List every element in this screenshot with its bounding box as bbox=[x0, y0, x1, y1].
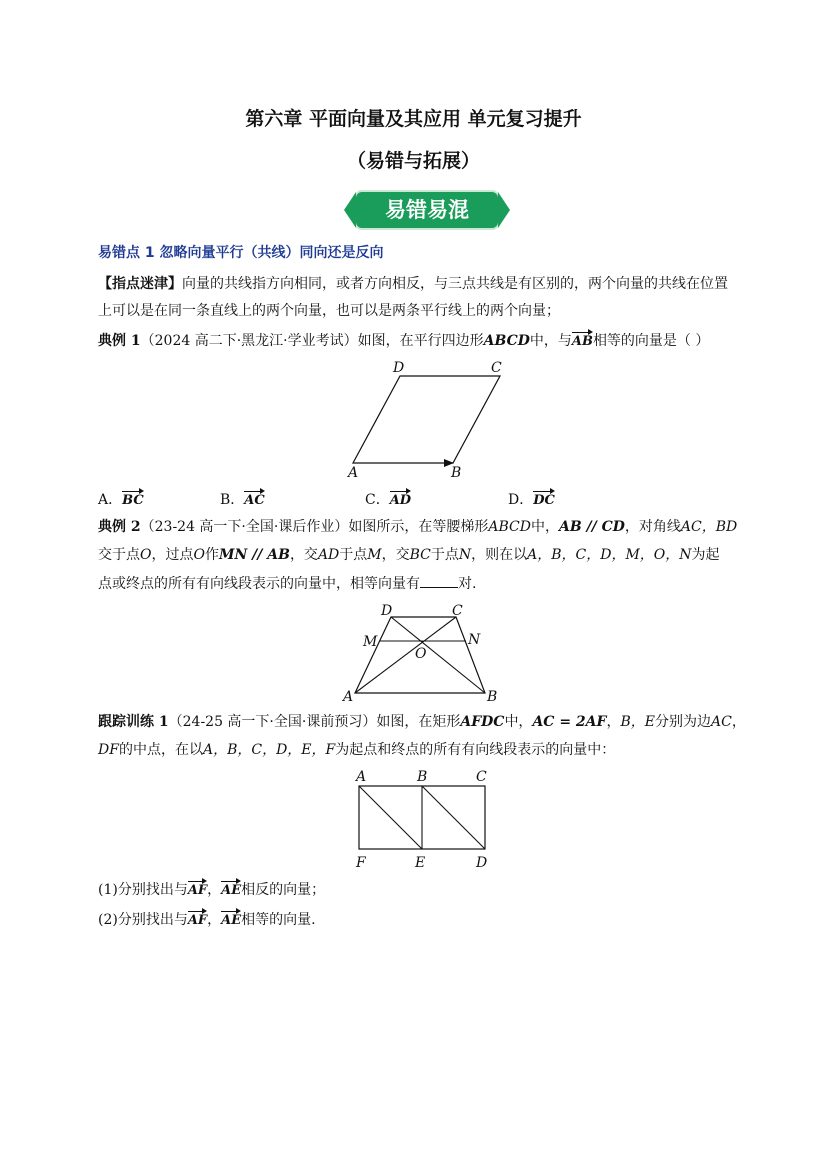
example-2-text: ，则在以 bbox=[471, 547, 528, 563]
example-2-text: 交于点 bbox=[98, 547, 140, 563]
vector-af: AF bbox=[188, 910, 207, 928]
example-2-point: O bbox=[140, 547, 152, 563]
example-2-text: 于点 bbox=[430, 547, 459, 563]
label-c: C bbox=[452, 603, 463, 619]
example-2-text: 中， bbox=[530, 519, 559, 535]
training-1-shape: AFDC bbox=[460, 714, 505, 730]
training-1-points: A，B，C，D，E，F bbox=[202, 742, 336, 758]
example-1-label: 典例 1 bbox=[98, 333, 141, 349]
training-1-line-2 bbox=[98, 740, 778, 760]
tip-label: 【指点迷津】 bbox=[98, 276, 182, 292]
parallelogram-shape bbox=[353, 376, 500, 463]
example-2-parallel: AB // CD bbox=[558, 519, 625, 535]
label-e: E bbox=[415, 855, 426, 871]
example-2-diagonals: AC，BD bbox=[680, 519, 738, 535]
separator: ， bbox=[207, 912, 222, 928]
vector-ae: AE bbox=[221, 880, 241, 898]
example-2-point: M bbox=[367, 547, 382, 563]
option-c-letter: C． bbox=[365, 492, 390, 508]
example-2-line-3 bbox=[98, 573, 778, 594]
example-2-text: 作 bbox=[204, 547, 219, 563]
option-d[interactable] bbox=[508, 490, 555, 510]
example-2-parallel-mn: MN // AB bbox=[218, 547, 290, 563]
label-a: A bbox=[343, 689, 354, 705]
training-1-equation: AC = 2AF bbox=[532, 714, 607, 730]
option-a[interactable] bbox=[98, 490, 144, 510]
label-d: D bbox=[393, 360, 405, 376]
example-2-points: A，B，C，D，M，O，N bbox=[527, 547, 692, 563]
training-1-text: 为起点和终点的所有有向线段表示的向量中： bbox=[335, 742, 616, 758]
example-1-question bbox=[98, 331, 778, 351]
page-subtitle: （易错与拓展） bbox=[346, 150, 480, 172]
label-d: D bbox=[381, 603, 393, 619]
training-1-points: B，E bbox=[620, 714, 655, 730]
example-1-source: （2024 高二下·黑龙江·学业考试） bbox=[140, 333, 358, 349]
label-b: B bbox=[451, 465, 462, 480]
option-c[interactable] bbox=[365, 490, 411, 510]
question-2 bbox=[98, 910, 778, 930]
option-a-letter: A． bbox=[98, 492, 123, 508]
option-a-vector: BC bbox=[122, 490, 144, 508]
training-1-text: 分别为边 bbox=[654, 714, 711, 730]
example-1-text-b: 中，与 bbox=[529, 333, 572, 349]
error-point-heading: 易错点 1 忽略向量平行（共线）同向还是反向 bbox=[98, 245, 384, 261]
training-1-segment: DF bbox=[98, 742, 119, 758]
label-c: C bbox=[476, 769, 487, 785]
label-m: M bbox=[363, 634, 378, 650]
example-2-text: ，交 bbox=[289, 547, 318, 563]
example-2-point: N bbox=[458, 547, 472, 563]
question-2-text: (2)分别找出与 bbox=[98, 912, 188, 928]
separator: ， bbox=[207, 882, 222, 898]
example-1-shape: ABCD bbox=[483, 333, 530, 349]
vector-ae: AE bbox=[221, 910, 241, 928]
example-2-shape: ABCD bbox=[488, 519, 531, 535]
option-c-vector: AD bbox=[390, 490, 411, 508]
label-f: F bbox=[356, 855, 366, 871]
training-1-segment: AC bbox=[710, 714, 732, 730]
vector-af: AF bbox=[188, 880, 207, 898]
segment-ae bbox=[359, 786, 422, 849]
option-d-letter: D． bbox=[508, 492, 534, 508]
example-1-text-c: 相等的向量是（ ） bbox=[592, 333, 710, 349]
example-1-text-a: 如图，在平行四边形 bbox=[357, 333, 484, 349]
training-1-line-1 bbox=[98, 712, 778, 732]
training-1-text: ， bbox=[606, 714, 621, 730]
tip-line-1 bbox=[98, 274, 778, 294]
label-b: B bbox=[417, 769, 428, 785]
question-1-text: 相反的向量； bbox=[241, 882, 326, 898]
example-2-text: ，交 bbox=[381, 547, 410, 563]
example-2-source: （23-24 高一下·全国·课后作业） bbox=[140, 519, 349, 535]
example-2-segment: BC bbox=[409, 547, 431, 563]
label-d: D bbox=[476, 855, 488, 871]
label-a: A bbox=[356, 769, 367, 785]
trapezoid-figure bbox=[338, 600, 508, 705]
example-2-text: 于点 bbox=[339, 547, 368, 563]
example-2-text: 为起 bbox=[691, 547, 720, 563]
question-1-text: (1)分别找出与 bbox=[98, 882, 188, 898]
option-b-letter: B． bbox=[220, 492, 245, 508]
example-2-text: 点或终点的所有有向线段表示的向量中，相等向量有 bbox=[98, 576, 420, 592]
label-o: O bbox=[415, 646, 427, 662]
example-2-text: 对. bbox=[458, 576, 477, 592]
option-d-vector: DC bbox=[533, 490, 555, 508]
training-1-source: （24-25 高一下·全国·课前预习） bbox=[168, 714, 377, 730]
example-2-segment: AD bbox=[317, 547, 340, 563]
rectangle-figure bbox=[345, 765, 505, 875]
training-1-text: 如图，在矩形 bbox=[376, 714, 461, 730]
example-2-text: 如图所示，在等腰梯形 bbox=[348, 519, 489, 535]
page-title: 第六章 平面向量及其应用 单元复习提升 bbox=[245, 108, 582, 130]
question-2-text: 相等的向量. bbox=[241, 912, 316, 928]
training-1-text: 的中点，在以 bbox=[118, 742, 203, 758]
training-1-label: 跟踪训练 1 bbox=[98, 714, 169, 730]
label-n: N bbox=[468, 632, 481, 648]
label-c: C bbox=[491, 360, 502, 376]
option-b[interactable] bbox=[220, 490, 265, 510]
training-1-text: ， bbox=[731, 714, 746, 730]
example-2-line-2 bbox=[98, 545, 778, 565]
example-2-label: 典例 2 bbox=[98, 519, 141, 535]
example-2-point: O bbox=[193, 547, 205, 563]
answer-blank[interactable] bbox=[420, 573, 458, 588]
label-b: B bbox=[487, 689, 498, 705]
example-2-line-1 bbox=[98, 517, 778, 537]
tip-line-2: 上可以是在同一条直线上的两个向量，也可以是两条平行线上的两个向量； bbox=[98, 303, 560, 319]
section-banner: 易错易混 bbox=[356, 192, 498, 228]
vector-ab: AB bbox=[572, 331, 593, 349]
parallelogram-figure bbox=[340, 355, 510, 480]
label-a: A bbox=[348, 465, 359, 480]
segment-bd bbox=[422, 786, 485, 849]
training-1-text: 中， bbox=[504, 714, 533, 730]
example-2-text: ，对角线 bbox=[624, 519, 681, 535]
tip-text-1: 向量的共线指方向相同，或者方向相反，与三点共线是有区别的，两个向量的共线在位置 bbox=[182, 276, 728, 292]
example-2-text: ，过点 bbox=[151, 547, 194, 563]
question-1 bbox=[98, 880, 778, 900]
option-b-vector: AC bbox=[244, 490, 264, 508]
